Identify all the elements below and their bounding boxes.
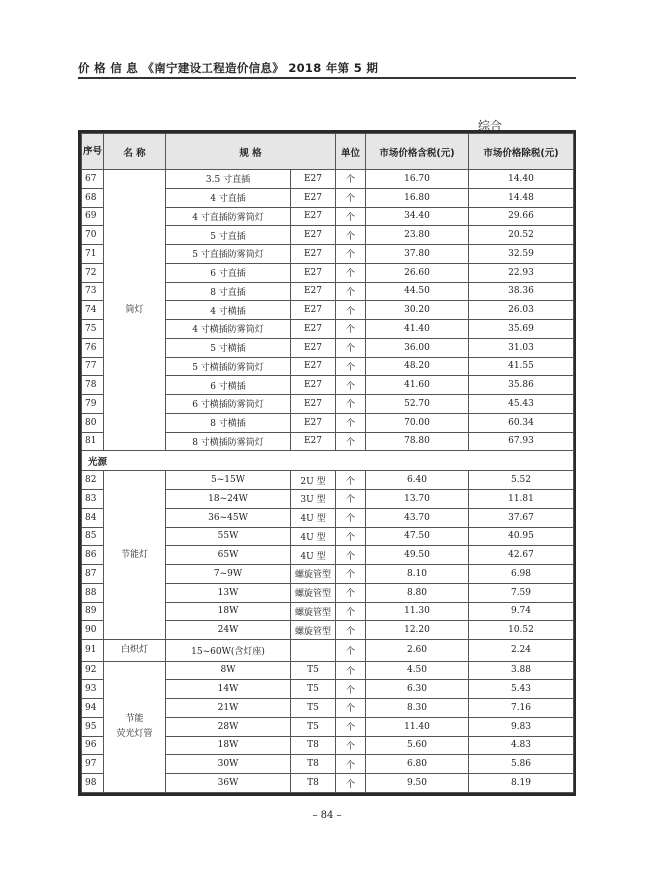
row-spec: 7~9W bbox=[166, 565, 291, 584]
row-seq: 69 bbox=[82, 207, 104, 226]
row-seq: 76 bbox=[82, 338, 104, 357]
row-seq: 79 bbox=[82, 395, 104, 414]
row-price-tax: 37.80 bbox=[366, 245, 469, 264]
row-spec: 21W bbox=[166, 699, 291, 718]
row-unit: 个 bbox=[336, 170, 366, 189]
row-spec: 13W bbox=[166, 583, 291, 602]
row-price-notax: 14.48 bbox=[469, 188, 574, 207]
row-seq: 82 bbox=[82, 471, 104, 490]
row-price-notax: 67.93 bbox=[469, 432, 574, 451]
row-model: E27 bbox=[291, 170, 336, 189]
row-unit: 个 bbox=[336, 395, 366, 414]
row-seq: 67 bbox=[82, 170, 104, 189]
row-spec: 5 寸直插 bbox=[166, 226, 291, 245]
row-seq: 93 bbox=[82, 680, 104, 699]
table-row bbox=[82, 170, 574, 189]
row-seq: 78 bbox=[82, 376, 104, 395]
row-model: 螺旋管型 bbox=[291, 565, 336, 584]
row-spec: 8 寸直插 bbox=[166, 282, 291, 301]
row-spec: 15~60W(含灯座) bbox=[166, 640, 291, 661]
row-spec: 5 寸直插防雾筒灯 bbox=[166, 245, 291, 264]
col-header-spec: 规 格 bbox=[166, 134, 336, 170]
row-price-tax: 11.30 bbox=[366, 602, 469, 621]
col-header-price-tax: 市场价格含税(元) bbox=[366, 134, 469, 170]
row-price-tax: 49.50 bbox=[366, 546, 469, 565]
row-model: E27 bbox=[291, 357, 336, 376]
row-price-tax: 44.50 bbox=[366, 282, 469, 301]
row-seq: 71 bbox=[82, 245, 104, 264]
row-model: T5 bbox=[291, 680, 336, 699]
header-rule bbox=[78, 77, 576, 79]
row-unit: 个 bbox=[336, 357, 366, 376]
row-model: T5 bbox=[291, 661, 336, 680]
row-model: 4U 型 bbox=[291, 508, 336, 527]
row-price-notax: 14.40 bbox=[469, 170, 574, 189]
row-price-notax: 26.03 bbox=[469, 301, 574, 320]
row-spec: 14W bbox=[166, 680, 291, 699]
row-spec: 4 寸直插防雾筒灯 bbox=[166, 207, 291, 226]
row-price-tax: 41.60 bbox=[366, 376, 469, 395]
row-price-tax: 6.40 bbox=[366, 471, 469, 490]
row-seq: 91 bbox=[82, 640, 104, 661]
row-unit: 个 bbox=[336, 432, 366, 451]
row-price-tax: 52.70 bbox=[366, 395, 469, 414]
row-seq: 86 bbox=[82, 546, 104, 565]
row-unit: 个 bbox=[336, 338, 366, 357]
row-spec: 24W bbox=[166, 621, 291, 640]
row-spec: 18W bbox=[166, 736, 291, 755]
row-unit: 个 bbox=[336, 680, 366, 699]
category-cell: 节能灯 bbox=[104, 471, 166, 640]
row-model: E27 bbox=[291, 263, 336, 282]
row-price-notax: 8.19 bbox=[469, 774, 574, 793]
row-price-tax: 6.30 bbox=[366, 680, 469, 699]
row-spec: 6 寸横插防雾筒灯 bbox=[166, 395, 291, 414]
row-seq: 73 bbox=[82, 282, 104, 301]
row-spec: 36W bbox=[166, 774, 291, 793]
row-price-tax: 6.80 bbox=[366, 755, 469, 774]
row-unit: 个 bbox=[336, 699, 366, 718]
row-model: T8 bbox=[291, 774, 336, 793]
row-price-tax: 23.80 bbox=[366, 226, 469, 245]
price-table bbox=[81, 133, 574, 793]
row-spec: 18~24W bbox=[166, 490, 291, 509]
row-unit: 个 bbox=[336, 717, 366, 736]
row-price-notax: 45.43 bbox=[469, 395, 574, 414]
row-price-notax: 60.34 bbox=[469, 413, 574, 432]
row-model: E27 bbox=[291, 207, 336, 226]
table-row bbox=[82, 640, 574, 661]
row-unit: 个 bbox=[336, 527, 366, 546]
row-unit: 个 bbox=[336, 490, 366, 509]
row-model: E27 bbox=[291, 226, 336, 245]
row-unit: 个 bbox=[336, 602, 366, 621]
category-cell: 节能 荧光灯管 bbox=[104, 661, 166, 792]
row-price-tax: 4.50 bbox=[366, 661, 469, 680]
row-price-tax: 34.40 bbox=[366, 207, 469, 226]
row-price-tax: 13.70 bbox=[366, 490, 469, 509]
section-title: 光源 bbox=[82, 451, 574, 471]
row-seq: 68 bbox=[82, 188, 104, 207]
row-price-notax: 38.36 bbox=[469, 282, 574, 301]
row-price-tax: 43.70 bbox=[366, 508, 469, 527]
row-seq: 72 bbox=[82, 263, 104, 282]
row-price-notax: 7.59 bbox=[469, 583, 574, 602]
row-model: 螺旋管型 bbox=[291, 583, 336, 602]
row-seq: 96 bbox=[82, 736, 104, 755]
row-spec: 4 寸横插 bbox=[166, 301, 291, 320]
row-model: 螺旋管型 bbox=[291, 621, 336, 640]
row-price-notax: 3.88 bbox=[469, 661, 574, 680]
table-row bbox=[82, 471, 574, 490]
row-unit: 个 bbox=[336, 736, 366, 755]
row-model: 4U 型 bbox=[291, 527, 336, 546]
row-model: E27 bbox=[291, 245, 336, 264]
row-spec: 6 寸直插 bbox=[166, 263, 291, 282]
row-seq: 92 bbox=[82, 661, 104, 680]
row-price-tax: 70.00 bbox=[366, 413, 469, 432]
page-number: – 84 – bbox=[312, 810, 342, 821]
row-price-notax: 35.86 bbox=[469, 376, 574, 395]
col-header-price-notax: 市场价格除税(元) bbox=[469, 134, 574, 170]
row-unit: 个 bbox=[336, 640, 366, 661]
row-seq: 85 bbox=[82, 527, 104, 546]
row-price-tax: 12.20 bbox=[366, 621, 469, 640]
row-price-notax: 5.86 bbox=[469, 755, 574, 774]
row-seq: 81 bbox=[82, 432, 104, 451]
row-seq: 97 bbox=[82, 755, 104, 774]
row-seq: 88 bbox=[82, 583, 104, 602]
row-seq: 95 bbox=[82, 717, 104, 736]
row-unit: 个 bbox=[336, 508, 366, 527]
row-price-tax: 9.50 bbox=[366, 774, 469, 793]
row-price-tax: 8.80 bbox=[366, 583, 469, 602]
row-unit: 个 bbox=[336, 565, 366, 584]
row-seq: 89 bbox=[82, 602, 104, 621]
row-price-notax: 7.16 bbox=[469, 699, 574, 718]
row-price-tax: 41.40 bbox=[366, 320, 469, 339]
section-row bbox=[82, 451, 574, 471]
row-spec: 28W bbox=[166, 717, 291, 736]
row-spec: 65W bbox=[166, 546, 291, 565]
row-model: E27 bbox=[291, 301, 336, 320]
row-price-tax: 47.50 bbox=[366, 527, 469, 546]
row-unit: 个 bbox=[336, 755, 366, 774]
table-row bbox=[82, 661, 574, 680]
row-model: E27 bbox=[291, 188, 336, 207]
price-table-frame bbox=[78, 130, 576, 796]
row-unit: 个 bbox=[336, 413, 366, 432]
row-price-tax: 48.20 bbox=[366, 357, 469, 376]
row-price-tax: 11.40 bbox=[366, 717, 469, 736]
row-price-tax: 78.80 bbox=[366, 432, 469, 451]
row-seq: 84 bbox=[82, 508, 104, 527]
row-price-tax: 16.80 bbox=[366, 188, 469, 207]
row-unit: 个 bbox=[336, 226, 366, 245]
category-tag: 综合 bbox=[478, 119, 503, 133]
row-spec: 5 寸横插 bbox=[166, 338, 291, 357]
row-price-notax: 2.24 bbox=[469, 640, 574, 661]
row-unit: 个 bbox=[336, 471, 366, 490]
row-price-notax: 4.83 bbox=[469, 736, 574, 755]
row-spec: 30W bbox=[166, 755, 291, 774]
row-unit: 个 bbox=[336, 301, 366, 320]
row-spec: 8 寸横插 bbox=[166, 413, 291, 432]
row-price-notax: 10.52 bbox=[469, 621, 574, 640]
row-price-tax: 16.70 bbox=[366, 170, 469, 189]
row-seq: 74 bbox=[82, 301, 104, 320]
row-price-notax: 31.03 bbox=[469, 338, 574, 357]
row-model: 2U 型 bbox=[291, 471, 336, 490]
row-model: E27 bbox=[291, 413, 336, 432]
row-seq: 75 bbox=[82, 320, 104, 339]
table-header-row bbox=[82, 134, 574, 170]
row-price-notax: 37.67 bbox=[469, 508, 574, 527]
row-price-tax: 8.10 bbox=[366, 565, 469, 584]
row-price-tax: 26.60 bbox=[366, 263, 469, 282]
row-spec: 8W bbox=[166, 661, 291, 680]
row-price-notax: 9.83 bbox=[469, 717, 574, 736]
row-model: E27 bbox=[291, 395, 336, 414]
row-price-tax: 5.60 bbox=[366, 736, 469, 755]
row-price-tax: 36.00 bbox=[366, 338, 469, 357]
row-unit: 个 bbox=[336, 376, 366, 395]
row-spec: 4 寸横插防雾筒灯 bbox=[166, 320, 291, 339]
row-unit: 个 bbox=[336, 320, 366, 339]
row-price-notax: 35.69 bbox=[469, 320, 574, 339]
row-price-notax: 20.52 bbox=[469, 226, 574, 245]
row-model: E27 bbox=[291, 376, 336, 395]
row-model: E27 bbox=[291, 282, 336, 301]
row-seq: 83 bbox=[82, 490, 104, 509]
row-unit: 个 bbox=[336, 621, 366, 640]
row-unit: 个 bbox=[336, 774, 366, 793]
row-price-notax: 40.95 bbox=[469, 527, 574, 546]
row-spec: 8 寸横插防雾筒灯 bbox=[166, 432, 291, 451]
row-price-tax: 2.60 bbox=[366, 640, 469, 661]
row-seq: 98 bbox=[82, 774, 104, 793]
row-model: T8 bbox=[291, 736, 336, 755]
row-price-notax: 6.98 bbox=[469, 565, 574, 584]
row-unit: 个 bbox=[336, 188, 366, 207]
row-model: T5 bbox=[291, 699, 336, 718]
row-spec: 3.5 寸直插 bbox=[166, 170, 291, 189]
row-model: 螺旋管型 bbox=[291, 602, 336, 621]
page-header: 价 格 信 息 《南宁建设工程造价信息》 2018 年第 5 期 bbox=[78, 61, 379, 75]
row-unit: 个 bbox=[336, 546, 366, 565]
col-header-name: 名 称 bbox=[104, 134, 166, 170]
col-header-unit: 单位 bbox=[336, 134, 366, 170]
row-price-notax: 29.66 bbox=[469, 207, 574, 226]
row-spec: 4 寸直插 bbox=[166, 188, 291, 207]
row-spec: 18W bbox=[166, 602, 291, 621]
row-seq: 77 bbox=[82, 357, 104, 376]
row-price-tax: 30.20 bbox=[366, 301, 469, 320]
row-spec: 6 寸横插 bbox=[166, 376, 291, 395]
row-seq: 70 bbox=[82, 226, 104, 245]
row-seq: 87 bbox=[82, 565, 104, 584]
row-price-notax: 42.67 bbox=[469, 546, 574, 565]
row-model: T5 bbox=[291, 717, 336, 736]
category-cell: 筒灯 bbox=[104, 170, 166, 451]
row-price-notax: 5.43 bbox=[469, 680, 574, 699]
row-model: 4U 型 bbox=[291, 546, 336, 565]
row-unit: 个 bbox=[336, 245, 366, 264]
row-model: E27 bbox=[291, 338, 336, 357]
row-spec: 36~45W bbox=[166, 508, 291, 527]
row-price-notax: 9.74 bbox=[469, 602, 574, 621]
category-cell: 白炽灯 bbox=[104, 640, 166, 661]
row-seq: 80 bbox=[82, 413, 104, 432]
row-seq: 94 bbox=[82, 699, 104, 718]
row-price-notax: 32.59 bbox=[469, 245, 574, 264]
row-spec: 55W bbox=[166, 527, 291, 546]
row-spec: 5~15W bbox=[166, 471, 291, 490]
row-price-notax: 22.93 bbox=[469, 263, 574, 282]
row-unit: 个 bbox=[336, 583, 366, 602]
row-price-tax: 8.30 bbox=[366, 699, 469, 718]
row-unit: 个 bbox=[336, 661, 366, 680]
row-price-notax: 5.52 bbox=[469, 471, 574, 490]
row-model bbox=[291, 640, 336, 661]
row-unit: 个 bbox=[336, 282, 366, 301]
row-model: E27 bbox=[291, 320, 336, 339]
row-unit: 个 bbox=[336, 207, 366, 226]
col-header-seq: 序号 bbox=[82, 134, 104, 170]
row-price-notax: 41.55 bbox=[469, 357, 574, 376]
row-spec: 5 寸横插防雾筒灯 bbox=[166, 357, 291, 376]
row-unit: 个 bbox=[336, 263, 366, 282]
row-model: T8 bbox=[291, 755, 336, 774]
row-model: E27 bbox=[291, 432, 336, 451]
row-price-notax: 11.81 bbox=[469, 490, 574, 509]
row-seq: 90 bbox=[82, 621, 104, 640]
row-model: 3U 型 bbox=[291, 490, 336, 509]
